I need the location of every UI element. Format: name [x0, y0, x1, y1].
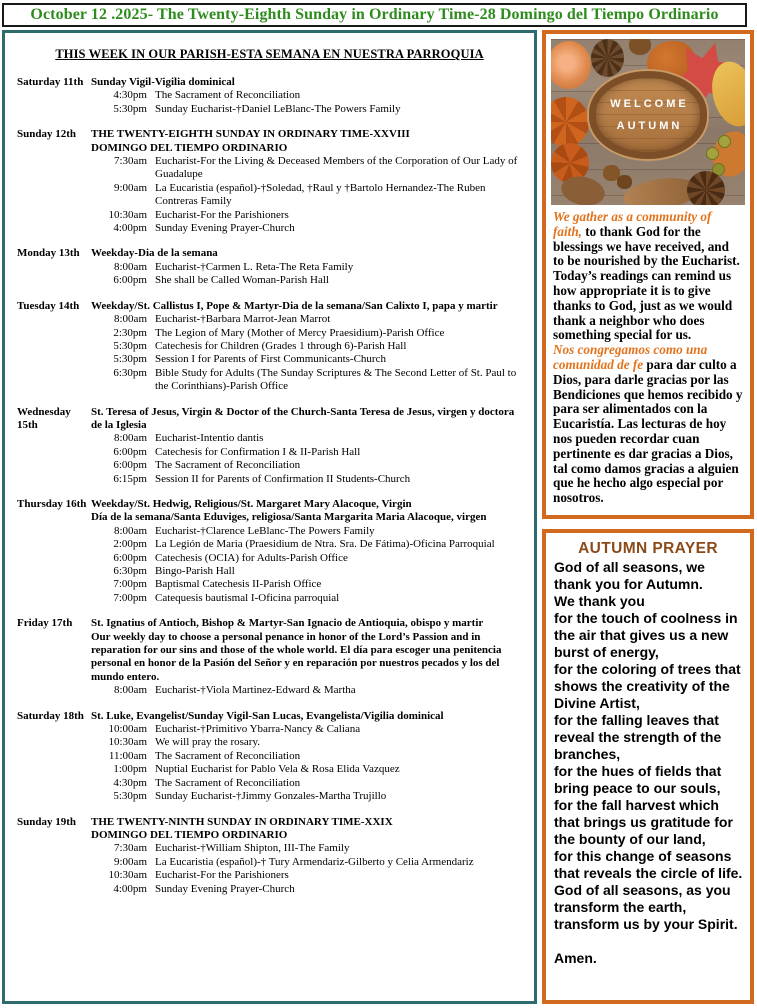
entry-time: 1:00pm: [113, 763, 147, 776]
schedule-day-block: [5, 76, 530, 116]
day-title-line: THE TWENTY-NINTH SUNDAY IN ORDINARY TIME-XXIX: [91, 815, 393, 828]
entry-description: Eucharist-For the Parishioners: [155, 869, 289, 882]
schedule-entry: [91, 684, 526, 697]
day-content: [91, 76, 530, 116]
schedule-entry: [91, 750, 526, 763]
schedule-day-block: [5, 617, 530, 697]
entry-time: 2:00pm: [113, 538, 147, 551]
day-note: Our weekly day to choose a personal penance in honor of the Lord’s Passion and in reparation for our sins and those of the whole world. El día para escoger una penitencia personal en honor de la Pasión del Señor y en reparación por nuestros pecados y los del mundo entero.: [91, 630, 502, 683]
entry-time: 6:00pm: [113, 445, 147, 458]
schedule-entry: [91, 736, 526, 749]
day-title-line: Weekday-Dia de la semana: [91, 247, 218, 260]
entry-time: 6:00pm: [113, 274, 147, 287]
autumn-text: AUTUMN: [616, 119, 683, 132]
schedule-entry: [91, 353, 526, 366]
entry-description: Eucharist-†William Shipton, III-The Family: [155, 842, 350, 855]
schedule-entry: [91, 459, 526, 472]
prayer-line: for the touch of coolness in the air that gives us a new burst of energy,: [554, 610, 738, 660]
prayer-line: God of all seasons, we thank you for Autumn.: [554, 559, 705, 592]
entry-description: Catechesis (OCIA) for Adults-Parish Office: [155, 551, 348, 564]
day-title-line: St. Luke, Evangelist/Sunday Vigil-San Lucas, Evangelista/Vigilia dominical: [91, 709, 444, 722]
schedule-entry: [91, 565, 526, 578]
entry-time: 7:00pm: [113, 578, 147, 591]
welcome-autumn-photo: [551, 39, 745, 205]
day-content: [91, 300, 530, 394]
entry-description: We will pray the rosary.: [155, 736, 261, 749]
entry-description: La Eucaristia (español)-†Soledad, †Raul y †Bartolo Hernandez-The Ruben Contreras Family: [155, 181, 486, 208]
schedule-entry: [91, 525, 526, 538]
prayer-text: [546, 559, 750, 967]
entry-time: 6:15pm: [113, 472, 147, 485]
entry-time: 4:00pm: [113, 222, 147, 235]
day-title-line: St. Ignatius of Antioch, Bishop & Martyr-San Ignacio de Antioquia, obispo y martir: [91, 617, 484, 630]
entry-time: 10:30am: [108, 208, 147, 221]
entry-time: 8:00am: [114, 260, 147, 273]
schedule-list: [5, 76, 534, 896]
entry-time: 5:30pm: [113, 102, 147, 115]
day-content: [91, 406, 530, 486]
entry-description: Sunday Eucharist-†Jimmy Gonzales-Martha Trujillo: [155, 790, 387, 803]
entry-time: 7:00pm: [113, 591, 147, 604]
schedule-entry: [91, 432, 526, 445]
acorn-icon: [629, 39, 651, 55]
schedule-day-block: [5, 247, 530, 287]
entry-time: 8:00am: [114, 313, 147, 326]
day-content: [91, 247, 530, 287]
reflection-spanish-lead: Nos congregamos como una comunidad de fe: [553, 342, 708, 372]
reflection-text: [546, 209, 750, 506]
prayer-line: [554, 933, 744, 950]
day-content: [91, 617, 530, 697]
schedule-entry: [91, 842, 526, 855]
day-content: [91, 498, 530, 605]
day-label: Saturday 11th: [17, 76, 84, 88]
day-content: [91, 816, 530, 896]
entry-description: Eucharist-†Barbara Marrot-Jean Marrot: [155, 313, 331, 326]
schedule-entry: [91, 89, 526, 102]
schedule-entry: [91, 261, 526, 274]
entry-time: 5:30pm: [113, 790, 147, 803]
pinecone-icon: [591, 39, 624, 77]
parish-week-panel: [2, 30, 537, 1004]
entry-description: The Legion of Mary (Mother of Mercy Praesidium)-Parish Office: [155, 326, 445, 339]
flower-decoration-icon: [551, 41, 591, 89]
entry-time: 5:30pm: [113, 353, 147, 366]
entry-description: Sunday Eucharist-†Daniel LeBlanc-The Powers Family: [155, 102, 401, 115]
day-label: Monday 13th: [17, 247, 80, 260]
schedule-entry: [91, 592, 526, 605]
entry-time: 2:30pm: [113, 326, 147, 339]
schedule-entry: [91, 209, 526, 222]
day-title-line: St. Teresa of Jesus, Virgin & Doctor of the Church-Santa Teresa de Jesus, virgen y doctora de la Iglesia: [91, 405, 515, 431]
schedule-entry: [91, 777, 526, 790]
schedule-entry: [91, 274, 526, 287]
autumn-prayer-panel: [542, 529, 754, 1004]
welcome-text: WELCOME: [610, 97, 689, 110]
day-label: Sunday 19th: [17, 815, 77, 828]
entry-time: 8:00am: [114, 524, 147, 537]
day-label: Thursday 16th: [17, 497, 87, 510]
reflection-english: [553, 210, 743, 343]
schedule-entry: [91, 155, 526, 182]
schedule-entry: [91, 473, 526, 486]
page-title: October 12 .2025- The Twenty-Eighth Sunday in Ordinary Time-28 Domingo del Tiempo Ordinario: [30, 6, 719, 23]
pinecone-icon: [687, 171, 725, 205]
entry-time: 10:30am: [108, 869, 147, 882]
day-title-line: THE TWENTY-EIGHTH SUNDAY IN ORDINARY TIME-XXVIII: [91, 128, 410, 141]
schedule-entry: [91, 182, 526, 209]
schedule-entry: [91, 552, 526, 565]
entry-description: La Legión de Maria (Praesidium de Ntra. Sra. De Fátima)-Oficina Parroquial: [155, 538, 495, 551]
schedule-entry: [91, 856, 526, 869]
reflection-english-body: to thank God for the blessings we have received, and to be nourished by the Eucharist. Today’s readings can remind us how appropriate it is to give thanks to God, just as we would thank a neighbor who does something special for us.: [553, 223, 740, 343]
berry-icon: [706, 147, 719, 160]
entry-description: Sunday Evening Prayer-Church: [155, 222, 295, 235]
reflection-spanish: [553, 343, 743, 506]
entry-description: Baptismal Catechesis II-Parish Office: [155, 578, 322, 591]
prayer-line: We thank you: [554, 593, 645, 609]
day-label: Tuesday 14th: [17, 299, 80, 312]
entry-description: Eucharist-†Clarence LeBlanc-The Powers Family: [155, 524, 375, 537]
entry-description: Sunday Evening Prayer-Church: [155, 882, 295, 895]
entry-description: Bible Study for Adults (The Sunday Scriptures & The Second Letter of St. Paul to the Corinthians)-Parish Office: [155, 366, 517, 393]
wooden-board: [589, 71, 707, 159]
entry-time: 6:00pm: [113, 551, 147, 564]
day-title-line: Weekday/St. Callistus I, Pope & Martyr-Dia de la semana/San Calixto I, papa y martir: [91, 299, 498, 312]
schedule-day-block: [5, 710, 530, 804]
day-title-line: DOMINGO DEL TIEMPO ORDINARIO: [91, 141, 288, 154]
schedule-day-block: [5, 816, 530, 896]
entry-description: Eucharist-For the Living & Deceased Members of the Corporation of Our Lady of Guadalupe: [155, 155, 518, 181]
prayer-line: for the coloring of trees that shows the creativity of the Divine Artist,: [554, 661, 741, 711]
day-content: [91, 710, 530, 804]
prayer-line: for the fall harvest which that brings us gratitude for the bounty of our land,: [554, 797, 733, 847]
entry-description: Eucharist-For the Parishioners: [155, 208, 289, 221]
schedule-entry: [91, 103, 526, 116]
schedule-entry: [91, 340, 526, 353]
schedule-entry: [91, 763, 526, 776]
reflection-panel: [542, 30, 754, 519]
entry-description: Eucharist-Intentio dantis: [155, 432, 264, 445]
entry-time: 4:30pm: [113, 776, 147, 789]
day-title-line: Día de la semana/Santa Eduviges, religiosa/Santa Margarita Maria Alacoque, virgen: [91, 511, 487, 524]
entry-description: Eucharist-†Carmen L. Reta-The Reta Family: [155, 260, 354, 273]
entry-description: Catechesis for Children (Grades 1 through 6)-Parish Hall: [155, 339, 407, 352]
day-title-line: DOMINGO DEL TIEMPO ORDINARIO: [91, 828, 288, 841]
entry-time: 11:00am: [108, 749, 147, 762]
schedule-entry: [91, 222, 526, 235]
berry-icon: [718, 135, 731, 148]
day-label: Saturday 18th: [17, 709, 84, 722]
entry-description: Eucharist-†Viola Martinez-Edward & Martha: [155, 684, 356, 697]
entry-time: 10:30am: [108, 736, 147, 749]
entry-description: Bingo-Parish Hall: [155, 565, 235, 577]
entry-time: 6:30pm: [113, 565, 147, 577]
entry-description: She shall be Called Woman-Parish Hall: [155, 274, 329, 287]
entry-description: The Sacrament of Reconciliation: [155, 459, 301, 472]
schedule-day-block: [5, 406, 530, 486]
day-content: [91, 128, 530, 235]
entry-description: The Sacrament of Reconciliation: [155, 776, 301, 789]
schedule-entry: [91, 313, 526, 326]
prayer-line: God of all seasons, as you transform the earth,: [554, 882, 731, 915]
entry-time: 4:00pm: [113, 882, 147, 895]
reflection-english-lead: We gather as a community of faith,: [553, 209, 712, 239]
schedule-day-block: [5, 498, 530, 605]
entry-description: Catechesis for Confirmation I & II-Parish Hall: [155, 445, 361, 458]
reflection-spanish-body: para dar culto a Dios, para darle gracias por las Bendiciones que hemos recibido y para ser alimentados con la Eucaristía. Las lecturas de hoy nos pueden recordar cuan pertinente es dar gracias a Dios, tal como damos gracias a alguien que he hecho algo especial por nosotros.: [553, 356, 743, 506]
schedule-entry: [91, 578, 526, 591]
entry-description: Session II for Parents of Confirmation II Students-Church: [155, 472, 411, 485]
schedule-day-block: [5, 128, 530, 235]
schedule-entry: [91, 723, 526, 736]
day-label: Sunday 12th: [17, 128, 77, 141]
schedule-entry: [91, 446, 526, 459]
prayer-line: for this change of seasons that reveals the circle of life.: [554, 848, 743, 881]
prayer-line: for the hues of fields that bring peace to our souls,: [554, 763, 722, 796]
entry-time: 6:30pm: [113, 366, 147, 379]
entry-description: The Sacrament of Reconciliation: [155, 749, 301, 762]
schedule-entry: [91, 538, 526, 551]
entry-time: 8:00am: [114, 684, 147, 697]
entry-description: Catequesis bautismal I-Oficina parroquial: [155, 591, 340, 604]
day-label: Friday 17th: [17, 617, 73, 630]
entry-time: 9:00am: [114, 181, 147, 194]
entry-description: Session I for Parents of First Communicants-Church: [155, 353, 386, 366]
prayer-line: Amen.: [554, 950, 597, 966]
entry-time: 10:00am: [108, 723, 147, 736]
day-label: Wednesday 15th: [17, 405, 71, 431]
schedule-entry: [91, 327, 526, 340]
day-title-line: Weekday/St. Hedwig, Religious/St. Margaret Mary Alacoque, Virgin: [91, 497, 412, 510]
entry-time: 9:00am: [114, 855, 147, 868]
entry-description: La Eucaristia (español)-† Tury Armendariz-Gilberto y Celia Armendariz: [155, 855, 474, 868]
schedule-day-block: [5, 300, 530, 394]
entry-time: 5:30pm: [113, 339, 147, 352]
schedule-entry: [91, 790, 526, 803]
pumpkin-icon: [551, 97, 589, 147]
entry-time: 7:30am: [114, 842, 147, 855]
entry-description: The Sacrament of Reconciliation: [155, 89, 301, 102]
entry-time: 7:30am: [114, 155, 147, 168]
prayer-line: for the falling leaves that reveal the strength of the branches,: [554, 712, 722, 762]
prayer-title: AUTUMN PRAYER: [578, 540, 718, 557]
entry-description: Nuptial Eucharist for Pablo Vela & Rosa Elida Vazquez: [155, 763, 400, 776]
schedule-entry: [91, 367, 526, 394]
schedule-entry: [91, 869, 526, 882]
prayer-line: transform us by your Spirit.: [554, 916, 738, 932]
acorn-icon: [617, 175, 632, 189]
entry-description: Eucharist-†Primitivo Ybarra-Nancy & Caliana: [155, 723, 361, 736]
schedule-entry: [91, 883, 526, 896]
entry-time: 6:00pm: [113, 459, 147, 472]
entry-time: 4:30pm: [113, 89, 147, 102]
page-title-bar: [2, 3, 747, 27]
section-title: THIS WEEK IN OUR PARISH-ESTA SEMANA EN NUESTRA PARROQUIA: [55, 47, 484, 61]
entry-time: 8:00am: [114, 432, 147, 445]
day-title-line: Sunday Vigil-Vigilia dominical: [91, 76, 235, 88]
